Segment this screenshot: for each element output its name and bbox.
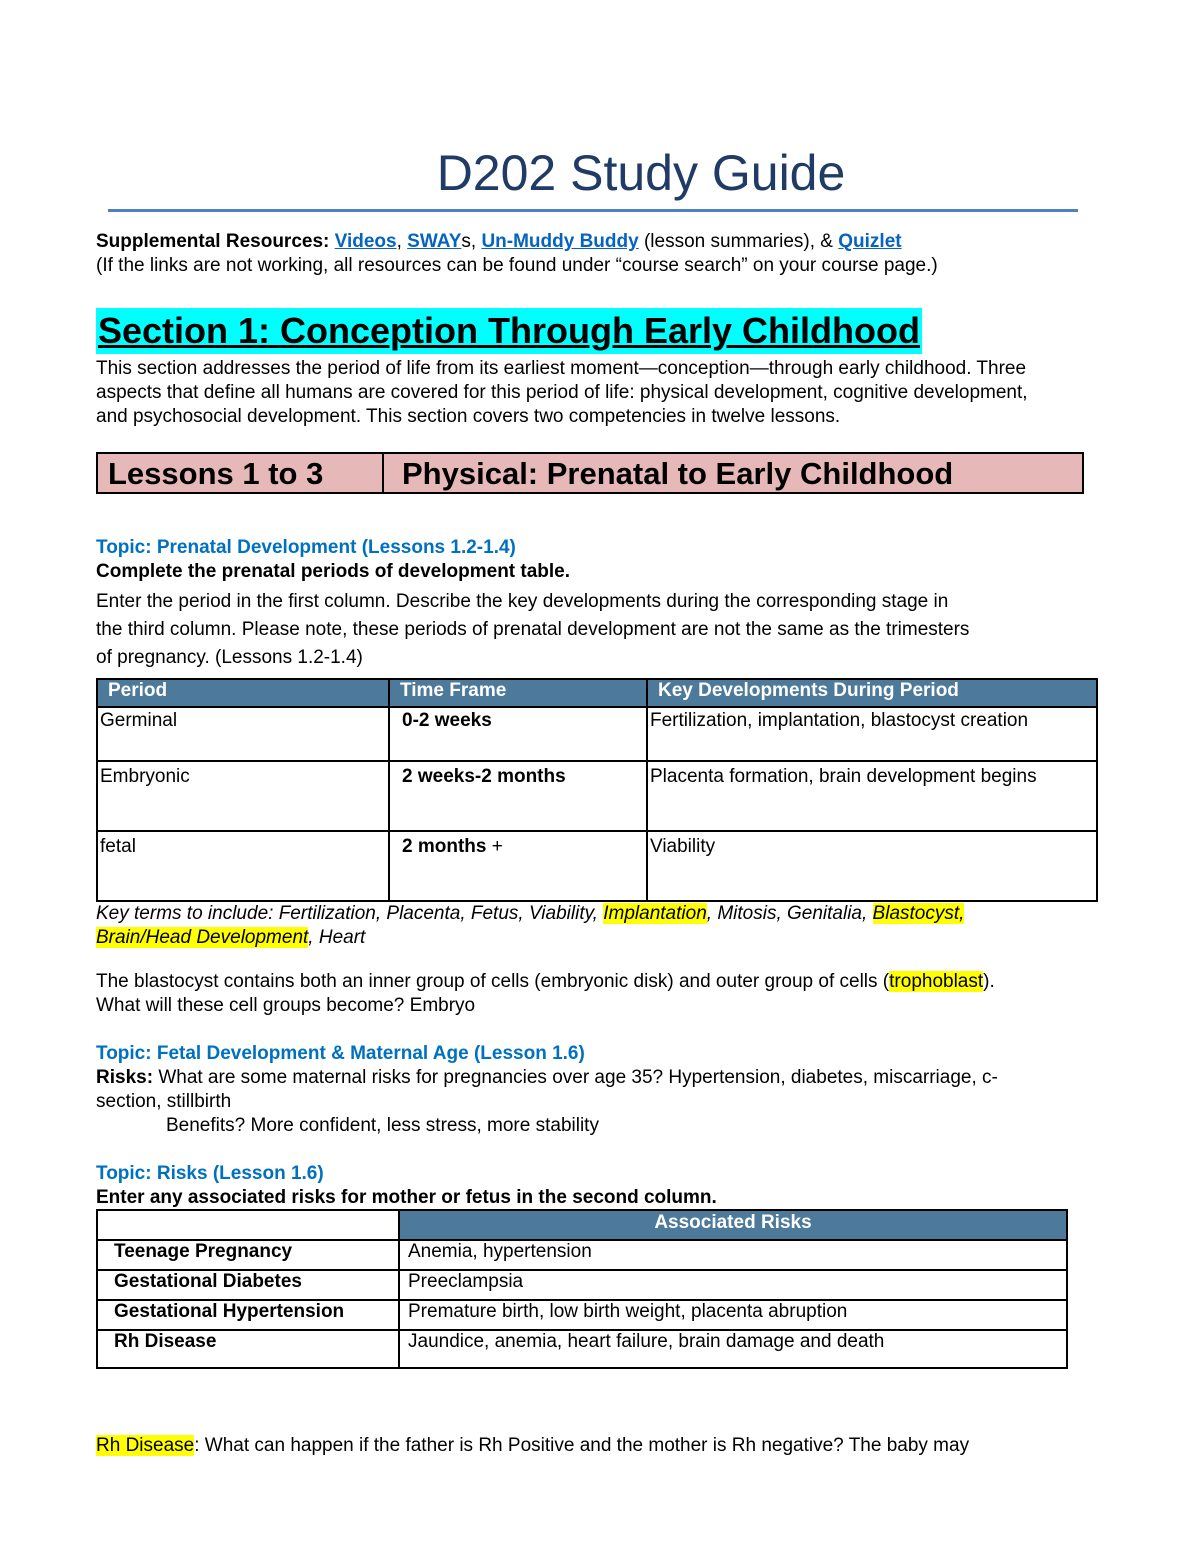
condition-cell: Gestational Hypertension [97,1300,399,1330]
sway-suffix: s [461,231,471,252]
key-terms-line-1 [96,902,964,926]
highlight-rh-disease: Rh Disease [96,1435,195,1456]
topic-fetal-development-heading: Topic: Fetal Development & Maternal Age (Lesson 1.6) [96,1043,585,1064]
resources-label: Supplemental Resources: [96,231,330,252]
blastocyst-question [96,970,995,994]
key-terms-text-a: Key terms to include: Fertilization, Placenta, Fetus, Viability, [96,903,598,924]
rh-disease-text: : What can happen if the father is Rh Positive and the mother is Rh negative? The baby may [194,1435,970,1456]
table-row [97,1300,1067,1330]
time-frame-value: 2 months [402,836,487,857]
section-1-heading: Section 1: Conception Through Early Childhood [96,308,922,354]
period-cell: fetal [97,831,389,901]
developments-cell: Placenta formation, brain development begins [647,761,1097,831]
topic-risks-heading: Topic: Risks (Lesson 1.6) [96,1163,324,1184]
header-period: Period [97,679,389,707]
highlight-brain-development: Brain/Head Development [96,927,309,948]
lesson-summaries-text: (lesson summaries), & [643,231,833,252]
quizlet-link[interactable]: Quizlet [838,231,902,252]
table-row [97,1270,1067,1300]
table-row [97,707,1097,761]
time-frame-cell: 2 weeks-2 months [389,761,647,831]
condition-cell: Rh Disease [97,1330,399,1368]
blastocyst-text-b: ). [983,971,995,992]
header-key-developments: Key Developments During Period [647,679,1097,707]
risk-cell: Preeclampsia [399,1270,1067,1300]
lesson-banner [96,452,1084,494]
key-terms-text-c: , Heart [308,927,366,948]
prenatal-text-line-1: Enter the period in the first column. Describe the key developments during the corresponding stage in [96,591,949,612]
developments-cell: Viability [647,831,1097,901]
lesson-divider [382,454,384,492]
condition-cell: Gestational Diabetes [97,1270,399,1300]
plus-sign: + [491,836,503,857]
risks-instruction: Enter any associated risks for mother or fetus in the second column. [96,1187,717,1208]
key-terms-text-b: , Mitosis, Genitalia, [706,903,868,924]
blastocyst-answer: What will these cell groups become? Embryo [96,995,476,1016]
supplemental-resources: Supplemental Resources: Videos, SWAYs, Un-Muddy Buddy (lesson summaries), & Quizlet [96,231,902,252]
table-row [97,761,1097,831]
risks-question [96,1066,998,1090]
period-cell: Germinal [97,707,389,761]
videos-link[interactable]: Videos [334,231,397,252]
risks-continuation: section, stillbirth [96,1091,232,1112]
header-time-frame: Time Frame [389,679,647,707]
table-row [97,1330,1067,1368]
highlight-blastocyst: Blastocyst, [872,903,965,924]
table-header-row [97,679,1097,707]
risks-label: Risks: [96,1067,154,1088]
section-intro-line-2: aspects that define all humans are covered for this period of life: physical development, cognitive development, [96,382,1028,403]
risk-cell: Jaundice, anemia, heart failure, brain damage and death [399,1330,1067,1368]
highlight-implantation: Implantation [603,903,707,924]
rh-disease-question [96,1434,969,1458]
developments-cell: Fertilization, implantation, blastocyst creation [647,707,1097,761]
table-row [97,1240,1067,1270]
risk-cell: Premature birth, low birth weight, placenta abruption [399,1300,1067,1330]
header-associated-risks: Associated Risks [399,1210,1067,1240]
resources-note: (If the links are not working, all resources can be found under “course search” on your course page.) [96,255,938,276]
period-cell: Embryonic [97,761,389,831]
time-frame-cell: 0-2 weeks [389,707,647,761]
benefits-text: Benefits? More confident, less stress, more stability [166,1115,599,1136]
prenatal-text-line-2: the third column. Please note, these periods of prenatal development are not the same as the trimesters [96,619,970,640]
highlight-trophoblast: trophoblast [889,971,984,992]
un-muddy-buddy-link[interactable]: Un-Muddy Buddy [481,231,639,252]
section-intro-line-3: and psychosocial development. This section covers two competencies in twelve lessons. [96,406,841,427]
risk-cell: Anemia, hypertension [399,1240,1067,1270]
blastocyst-text-a: The blastocyst contains both an inner group of cells (embryonic disk) and outer group of cells ( [96,971,890,992]
table-header-row [97,1210,1067,1240]
key-terms-line-2 [96,926,365,950]
lesson-range: Lessons 1 to 3 [108,456,324,491]
prenatal-text-line-3: of pregnancy. (Lessons 1.2-1.4) [96,647,363,668]
prenatal-periods-table [96,678,1098,902]
associated-risks-table [96,1209,1068,1369]
condition-cell: Teenage Pregnancy [97,1240,399,1270]
risks-text: What are some maternal risks for pregnancies over age 35? Hypertension, diabetes, miscarriage, c- [158,1067,998,1088]
section-intro-line-1: This section addresses the period of life from its earliest moment—conception—through early childhood. Three [96,358,1027,379]
lesson-title: Physical: Prenatal to Early Childhood [402,456,954,491]
sway-link[interactable]: SWAY [407,231,462,252]
title-rule [108,209,1078,212]
table-row [97,831,1097,901]
document-title: D202 Study Guide [436,145,846,201]
time-frame-cell [389,831,647,901]
header-empty-cell [97,1210,399,1240]
topic-prenatal-heading: Topic: Prenatal Development (Lessons 1.2-1.4) [96,537,516,558]
prenatal-instruction: Complete the prenatal periods of development table. [96,561,571,582]
